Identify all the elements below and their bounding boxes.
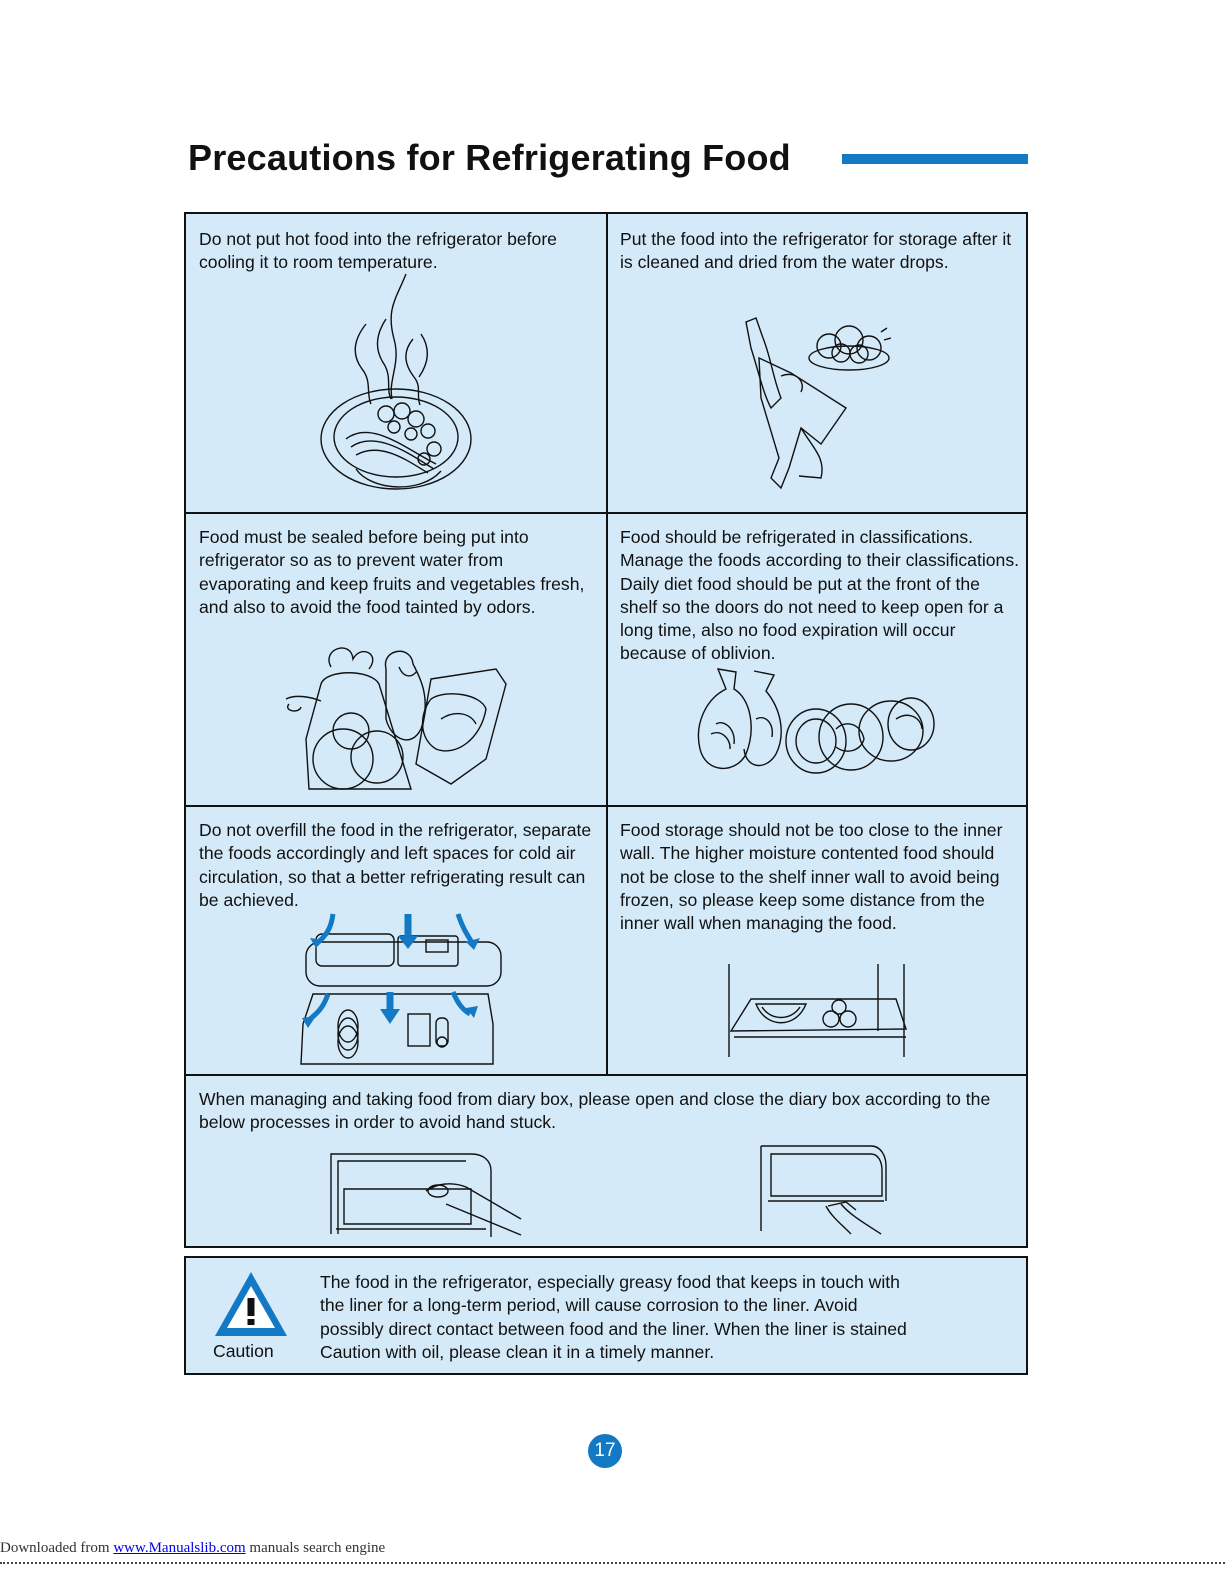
precaution-text-classifications: Food should be refrigerated in classifications. Manage the foods according to their classifications. Daily diet food should be put at the front of the shelf so the doors do not need to keep open for a long time, also no food expiration will occur because of oblivion. [620,527,1020,664]
page-title: Precautions for Refrigerating Food [188,137,791,178]
precaution-text-sealed: Food must be sealed before being put into refrigerator so as to prevent water from evaporating and keep fruits and vegetables fresh, and also to avoid the food tainted by odors. [199,527,585,617]
grid-divider-row-3 [186,1074,1026,1076]
dairy-box-instruction: When managing and taking food from diary box, please open and close the diary box according to the below processes in order to avoid hand stuck. [199,1089,991,1133]
shelf-food-illustration [726,959,916,1059]
grid-divider-row-1 [186,512,1026,514]
download-footer [0,1540,385,1557]
caution-text [320,1271,1020,1364]
hand-closing-dairy-box-illustration [756,1136,891,1236]
caution-text-line: possibly direct contact between food and the liner. When the liner is stained [320,1318,907,1339]
footer-prefix: Downloaded from [0,1540,114,1556]
precaution-text-inner-wall: Food storage should not be too close to the inner wall. The higher moisture contented food should not be close to the shelf inner wall to avoid being frozen, so please keep some distance from the inner wall when managing the food. [620,820,1003,934]
caution-box [184,1256,1028,1375]
precaution-text-overfill: Do not overfill the food in the refrigerator, separate the foods accordingly and left spaces for cold air circulation, so that a better refrigerating result can be achieved. [199,820,592,910]
wrapped-meat-packs-illustration [696,669,936,779]
caution-text-line: Caution with oil, please clean it in a timely manner. [320,1341,715,1362]
precaution-text-clean-dry: Put the food into the refrigerator for storage after it is cleaned and dried from the water drops. [620,229,1012,273]
caution-text-line: The food in the refrigerator, especially greasy food that keeps in touch with [320,1272,900,1292]
sealed-food-bags-illustration [281,639,516,797]
grid-divider-vertical [606,214,608,1076]
footer-suffix: manuals search engine [245,1540,386,1556]
manualslib-link[interactable]: www.Manualslib.com [113,1540,246,1556]
grid-divider-row-2 [186,805,1026,807]
precautions-grid [184,212,1028,1248]
warning-triangle-icon [213,1270,289,1338]
page-number-badge: 17 [588,1434,622,1468]
drying-bottle-fruit-plate-illustration [741,318,901,498]
hot-food-bowl-illustration [316,269,476,499]
caution-label: Caution [213,1341,274,1361]
caution-text-line: the liner for a long-term period, will cause corrosion to the liner. Avoid [320,1295,858,1316]
precaution-text-hot-food: Do not put hot food into the refrigerator before cooling it to room temperature. [199,229,557,273]
hand-opening-dairy-box-illustration [326,1149,526,1239]
title-accent-rule [842,154,1028,164]
footer-dotted-rule [0,1562,1225,1564]
shelves-air-flow-illustration [298,914,498,1066]
